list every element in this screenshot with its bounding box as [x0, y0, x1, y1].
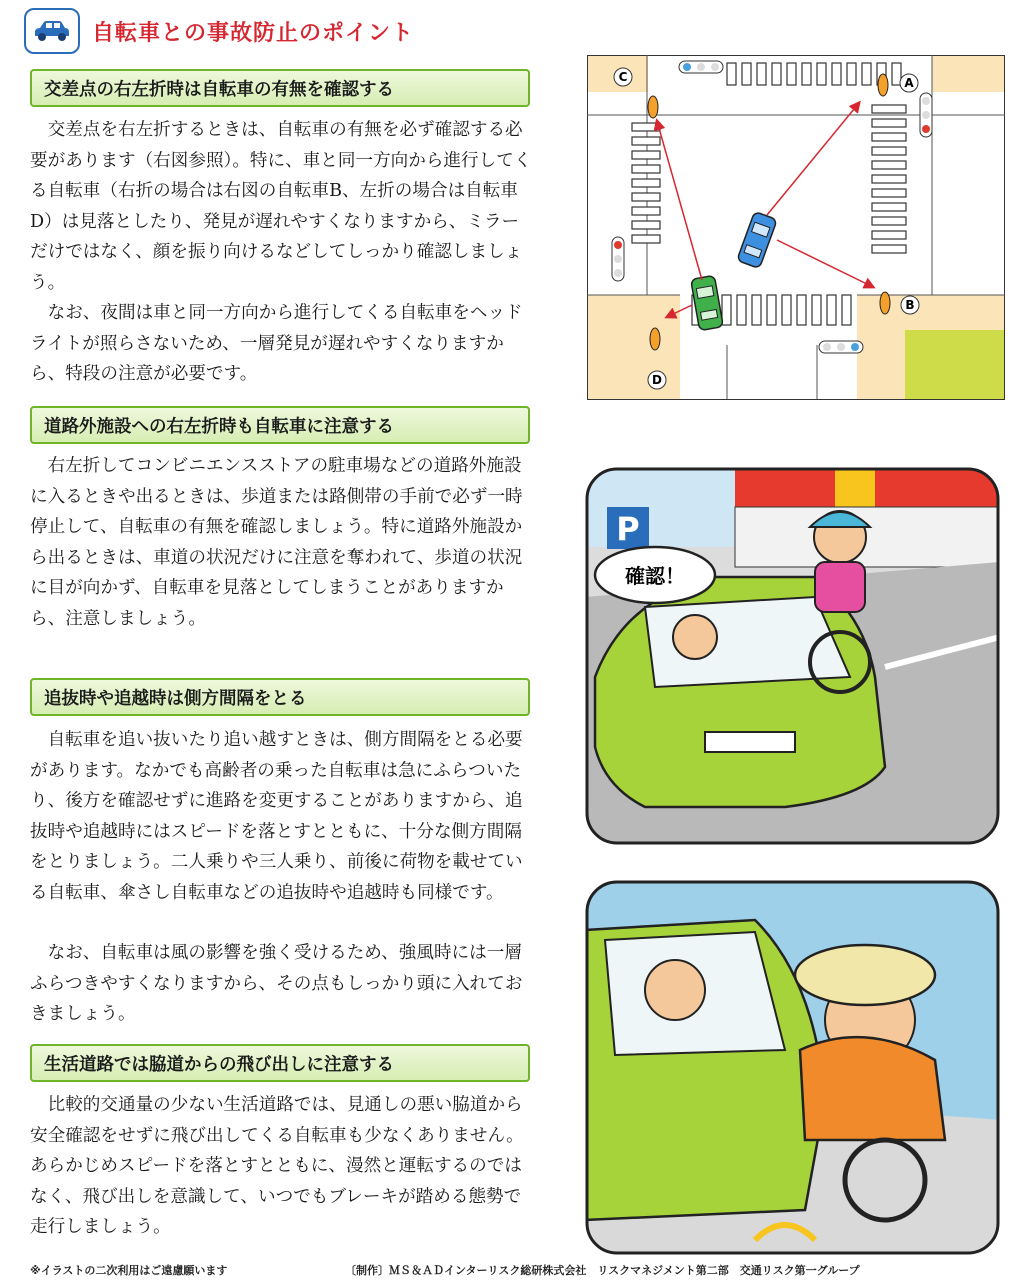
illustration-store-exit	[585, 467, 1000, 845]
speech-bubble-text: 確認！	[625, 564, 685, 588]
section-intersection-paragraph-1: 交差点を右左折するときは、自転車の有無を必ず確認する必要があります（右図参照）。特に、車と同一方向から進行してくる自転車（右折の場合は右図の自転車B、左折の場合は自転車D）は見落としたり、発見が遅れやすくなりますから、ミラーだけではなく、顔を振り向けるなどしてしっかり確認しましょう。	[30, 120, 532, 293]
footer-note: ※イラストの二次利用はご遠慮願います	[30, 1264, 228, 1277]
diagram-label-c: C	[618, 70, 628, 84]
section-roadside-facility-paragraph: 右左折してコンビニエンスストアの駐車場などの道路外施設に入るときや出るときは、歩道または路側帯の手前で必ず一時停止して、自転車の有無を確認しましょう。特に道路外施設から出るときは、車道の状況だけに注意を奪われて、歩道の状況に目が向かず、自転車を見落としてしまうことがありますから、注意しましょう。	[30, 456, 523, 629]
section-heading-roadside-facility: 道路外施設への右左折時も自転車に注意する	[30, 406, 530, 444]
page-header	[24, 6, 584, 56]
bicycle-d-icon	[650, 328, 660, 350]
section-heading-intersection: 交差点の右左折時は自転車の有無を確認する	[30, 69, 530, 107]
footer-credit: 〔制作〕ＭＳ＆ＡＤインターリスク総研株式会社 リスクマネジメント第二部 交通リスク第一グループ	[345, 1264, 860, 1277]
diagram-label-a: A	[904, 76, 914, 90]
illustration-elderly-cyclist-wind	[585, 880, 1000, 1255]
diagram-label-d: D	[652, 373, 662, 387]
parking-sign-text: P	[616, 510, 640, 548]
section-overtaking-paragraph-2: なお、自転車は風の影響を強く受けるため、強風時には一層ふらつきやすくなりますから、その点もしっかり頭に入れておきましょう。	[30, 943, 523, 1024]
section-heading-residential-road: 生活道路では脇道からの飛び出しに注意する	[30, 1044, 530, 1082]
section-residential-road-paragraph: 比較的交通量の少ない生活道路では、見通しの悪い脇道から安全確認をせずに飛び出してくる自転車も少なくありません。あらかじめスピードを落とすとともに、漫然と運転するのではなく、飛び出しを意識して、いつでもブレーキが踏める態勢で走行しましょう。	[30, 1095, 524, 1237]
section-intersection-paragraph-2: なお、夜間は車と同一方向から進行してくる自転車をヘッドライトが照らさないため、一層発見が遅れやすくなりますから、特段の注意が必要です。	[30, 303, 523, 384]
diagram-label-b: B	[905, 298, 915, 312]
section-overtaking-paragraph-1: 自転車を追い抜いたり追い越すときは、側方間隔をとる必要があります。なかでも高齢者の乗った自転車は急にふらついたり、後方を確認せずに進路を変更することがありますから、追抜時や追越時にはスピードを落とすとともに、十分な側方間隔をとりましょう。二人乗りや三人乗り、前後に荷物を載せている自転車、傘さし自転車などの追抜時や追越時も同様です。	[30, 730, 523, 903]
intersection-diagram	[587, 55, 1005, 400]
bicycle-b-icon	[880, 292, 890, 314]
page-title: 自転車との事故防止のポイント	[92, 20, 415, 46]
bicycle-a-icon	[878, 74, 888, 96]
section-heading-overtaking: 追抜時や追越時は側方間隔をとる	[30, 678, 530, 716]
bicycle-c-icon	[648, 96, 658, 118]
car-icon	[24, 8, 80, 54]
